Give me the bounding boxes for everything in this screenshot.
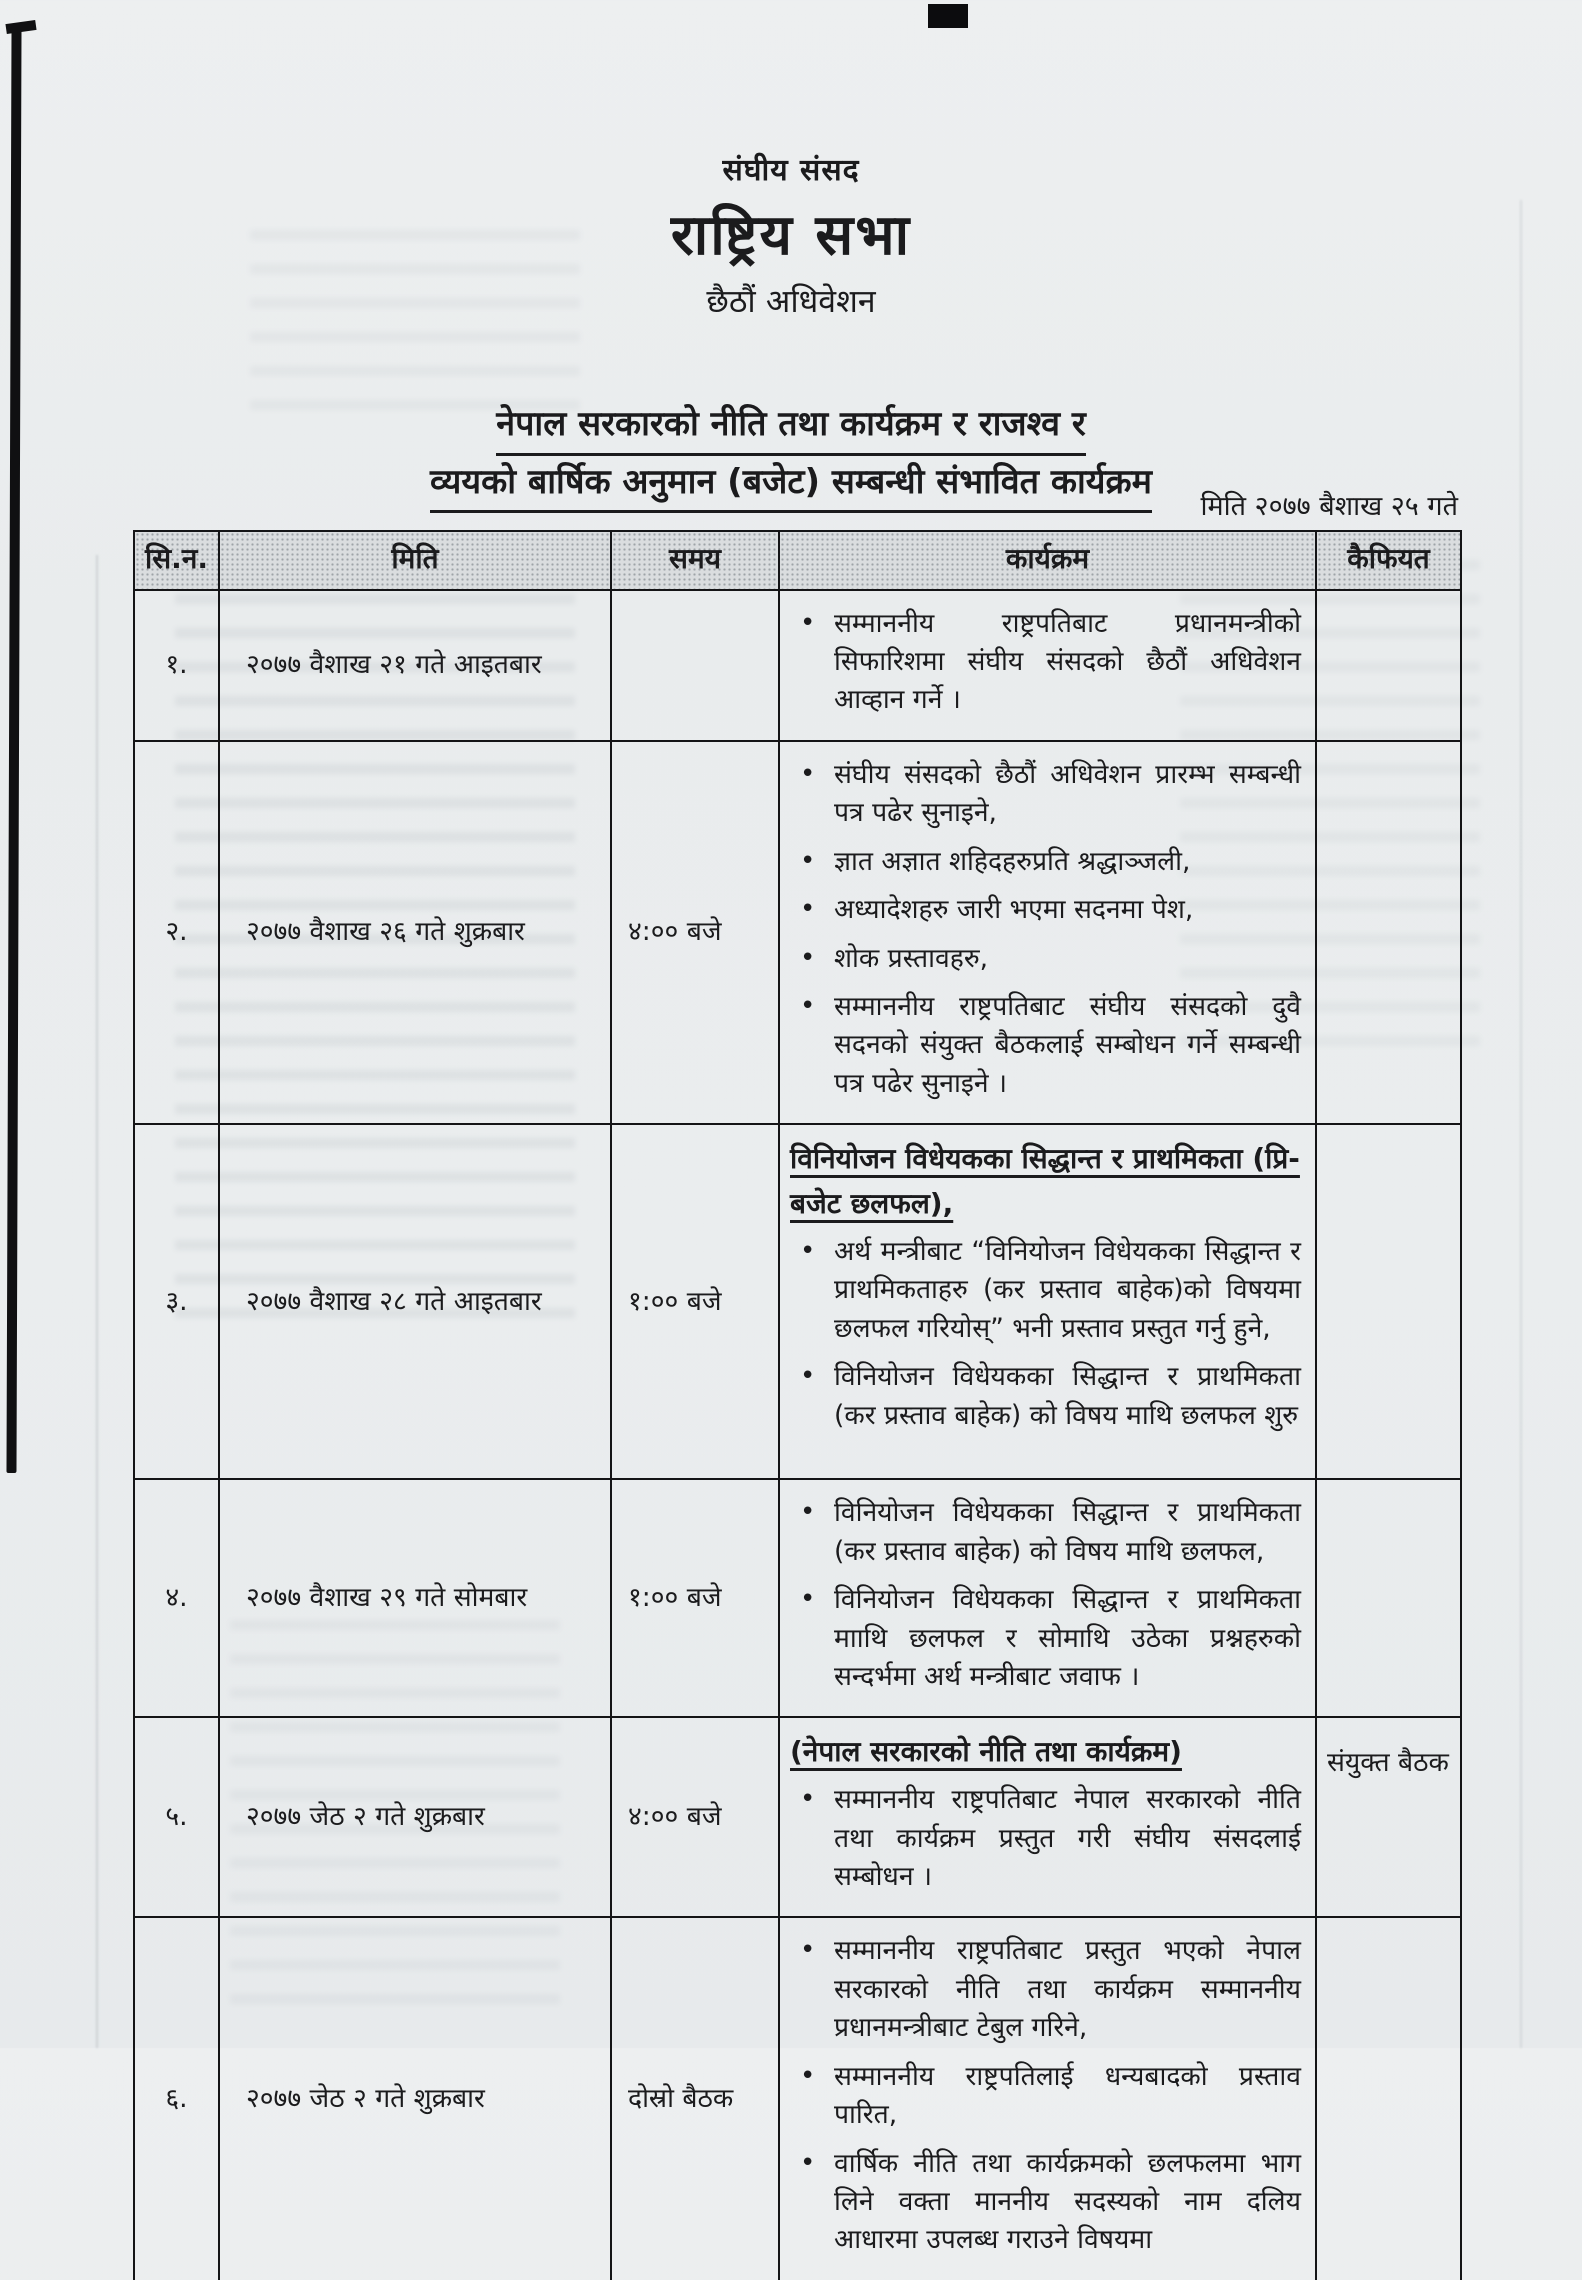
- date-cell: २०७७ वैशाख २९ गते सोमबार: [220, 1480, 612, 1718]
- program-cell: [780, 591, 1317, 742]
- sn-cell: १.: [135, 591, 220, 742]
- parliament-name: संघीय संसद: [722, 153, 860, 188]
- program-bullet: • शोक प्रस्तावहरु,: [788, 940, 1301, 978]
- time-cell: ४:०० बजे: [612, 1718, 780, 1918]
- program-bullet: • सम्माननीय राष्ट्रपतिबाट संघीय संसदको दुवै सदनको संयुक्त बैठकलाई सम्बोधन गर्ने सम्बन्धी पत्र पढेर सुनाइने ।: [788, 988, 1301, 1103]
- col-header-sn: सि.न.: [135, 532, 220, 591]
- program-bullet: • ज्ञात अज्ञात शहिदहरुप्रति श्रद्धाञ्जली,: [788, 843, 1301, 881]
- program-bullet: • विनियोजन विधेयकका सिद्धान्त र प्राथमिकता मााथि छलफल र सोमाथि उठेका प्रश्नहरुको सन्दर्भमा अर्थ मन्त्रीबाट जवाफ ।: [788, 1581, 1301, 1696]
- program-cell: [780, 1918, 1317, 2279]
- title-line-2: व्ययको बार्षिक अनुमान (बजेट) सम्बन्धी संभावित कार्यक्रम: [430, 456, 1152, 514]
- remarks-cell: [1317, 1125, 1460, 1480]
- bleedthrough-line: [96, 555, 98, 2048]
- program-cell: [780, 742, 1317, 1125]
- remarks-cell: [1317, 1480, 1460, 1718]
- table-row-3: [135, 1125, 1460, 1480]
- program-heading: (नेपाल सरकारको नीति तथा कार्यक्रम): [790, 1735, 1182, 1769]
- remarks-cell: [1317, 1918, 1460, 2279]
- program-bullet: • सम्माननीय राष्ट्रपतिलाई धन्यबादको प्रस्ताव पारित,: [788, 2058, 1301, 2135]
- date-cell: २०७७ वैशाख २६ गते शुक्रबार: [220, 742, 612, 1125]
- remarks-cell: [1317, 742, 1460, 1125]
- date-cell: २०७७ वैशाख २८ गते आइतबार: [220, 1125, 612, 1480]
- sn-cell: ४.: [135, 1480, 220, 1718]
- assembly-name: राष्ट्रिय सभा: [670, 203, 912, 268]
- document-header: [0, 148, 1582, 322]
- program-cell: [780, 1718, 1317, 1918]
- program-bullet: • अर्थ मन्त्रीबाट “विनियोजन विधेयकका सिद्धान्त र प्राथमिकताहरु (कर प्रस्ताव बाहेक)को विषयमा छलफल गरियोस्” भनी प्रस्ताव प्रस्तुत गर्नु हुने,: [788, 1233, 1301, 1348]
- remarks-cell: [1317, 591, 1460, 742]
- time-cell: ४:०० बजे: [612, 742, 780, 1125]
- program-bullet: • अध्यादेशहरु जारी भएमा सदनमा पेश,: [788, 891, 1301, 929]
- table-row-4: [135, 1480, 1460, 1718]
- table-row-6: [135, 1918, 1460, 2279]
- program-heading: विनियोजन विधेयकका सिद्धान्त र प्राथमिकता (प्रि-बजेट छलफल),: [790, 1142, 1300, 1221]
- col-header-remarks: कैफियत: [1317, 532, 1460, 591]
- session-name: छैठौं अधिवेशन: [706, 282, 876, 320]
- program-bullet: • विनियोजन विधेयकका सिद्धान्त र प्राथमिकता (कर प्रस्ताव बाहेक) को विषय माथि छलफल शुरु: [788, 1358, 1301, 1435]
- time-cell: दोस्रो बैठक: [612, 1918, 780, 2279]
- time-cell: १:०० बजे: [612, 1125, 780, 1480]
- sn-cell: ६.: [135, 1918, 220, 2279]
- program-bullet: • संघीय संसदको छैठौं अधिवेशन प्रारम्भ सम्बन्धी पत्र पढेर सुनाइने,: [788, 756, 1301, 833]
- schedule-table: [133, 530, 1462, 2280]
- program-bullet: • विनियोजन विधेयकका सिद्धान्त र प्राथमिकता (कर प्रस्ताव बाहेक) को विषय माथि छलफल,: [788, 1494, 1301, 1571]
- table-header-row: [135, 532, 1460, 591]
- table-row-2: [135, 742, 1460, 1125]
- title-line-1: नेपाल सरकारको नीति तथा कार्यक्रम र राजश्व र: [496, 398, 1086, 456]
- date-cell: २०७७ जेठ २ गते शुक्रबार: [220, 1718, 612, 1918]
- time-cell: १:०० बजे: [612, 1480, 780, 1718]
- col-header-program: कार्यक्रम: [780, 532, 1317, 591]
- program-bullet: • सम्माननीय राष्ट्रपतिबाट नेपाल सरकारको नीति तथा कार्यक्रम प्रस्तुत गरी संघीय संसदलाई सम्बोधन ।: [788, 1781, 1301, 1896]
- scan-top-mark: [928, 4, 968, 28]
- table-row-5: [135, 1718, 1460, 1918]
- sn-cell: ५.: [135, 1718, 220, 1918]
- col-header-date: मिति: [220, 532, 612, 591]
- table-row-1: [135, 591, 1460, 742]
- date-cell: २०७७ वैशाख २१ गते आइतबार: [220, 591, 612, 742]
- program-bullet: • सम्माननीय राष्ट्रपतिबाट प्रस्तुत भएको नेपाल सरकारको नीति तथा कार्यक्रम सम्माननीय प्रधानमन्त्रीबाट टेबुल गरिने,: [788, 1932, 1301, 2047]
- scan-corner-mark: [5, 20, 36, 34]
- time-cell: [612, 591, 780, 742]
- program-cell: [780, 1125, 1317, 1480]
- col-header-time: समय: [612, 532, 780, 591]
- program-cell: [780, 1480, 1317, 1718]
- date-cell: २०७७ जेठ २ गते शुक्रबार: [220, 1918, 612, 2279]
- issue-date: मिति २०७७ बैशाख २५ गते: [1200, 491, 1458, 522]
- sn-cell: ३.: [135, 1125, 220, 1480]
- program-bullet: • सम्माननीय राष्ट्रपतिबाट प्रधानमन्त्रीको सिफारिशमा संघीय संसदको छैठौं अधिवेशन आव्हान गर्ने ।: [788, 605, 1301, 720]
- program-bullet: • वार्षिक नीति तथा कार्यक्रमको छलफलमा भाग लिने वक्ता माननीय सदस्यको नाम दलिय आधारमा उपलब्ध गराउने विषयमा: [788, 2145, 1301, 2260]
- sn-cell: २.: [135, 742, 220, 1125]
- remarks-cell: संयुक्त बैठक: [1317, 1718, 1460, 1918]
